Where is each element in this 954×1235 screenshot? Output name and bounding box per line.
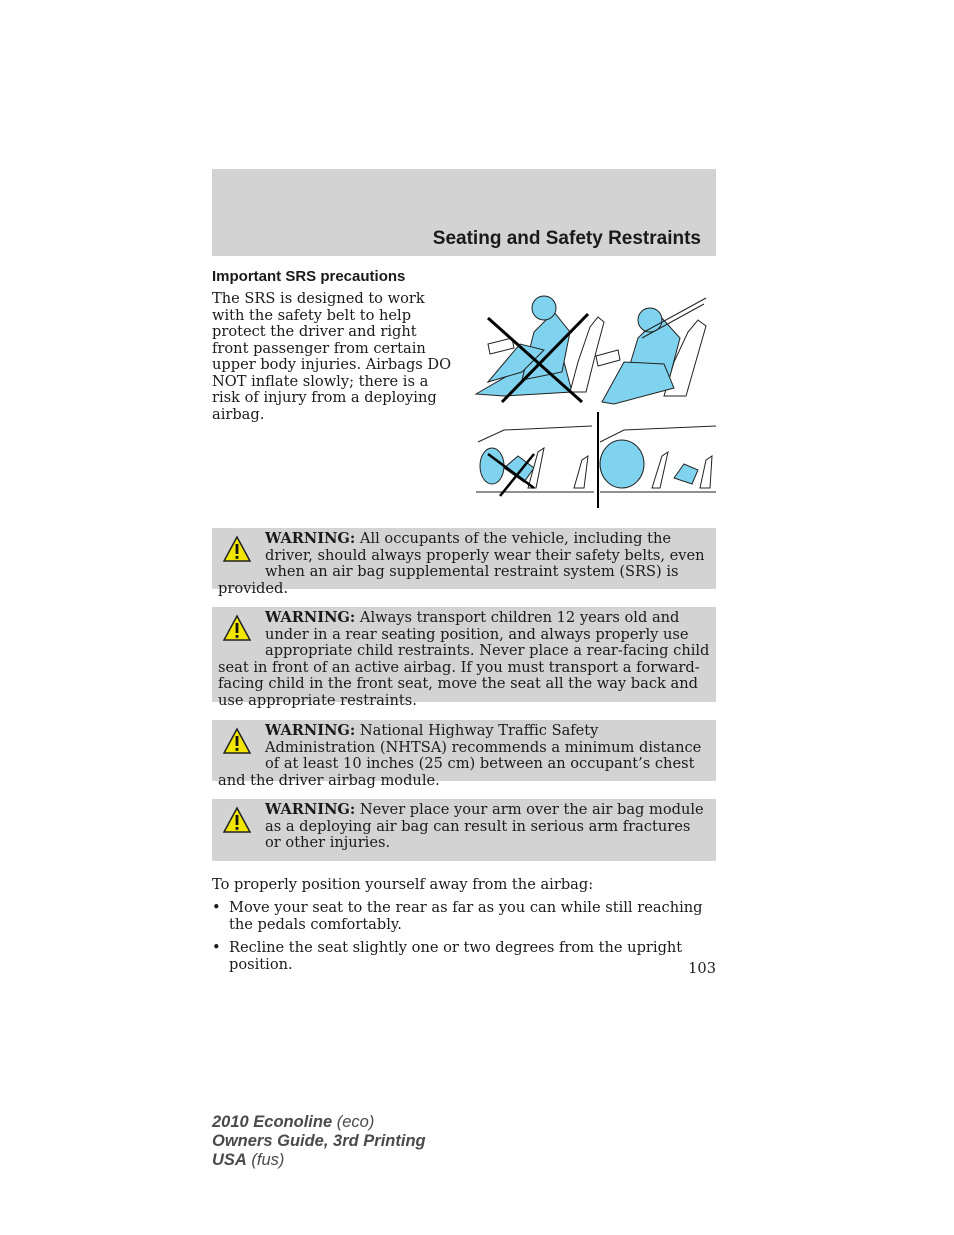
list-item-text: Move your seat to the rear as far as you can while still reaching the pedals comfortably. (229, 899, 703, 933)
bullet-glyph: • (212, 939, 221, 956)
warning-label: WARNING: (265, 801, 356, 818)
warning-triangle-icon (222, 727, 252, 755)
warning-label: WARNING: (265, 609, 356, 626)
warning-box-4 (212, 799, 716, 861)
warning-text: National Highway Traffic Safety Administration (NHTSA) recommends a minimum distance of at least 10 inches (25 cm) between an occupant’s chest and the driver airbag module. (218, 722, 702, 789)
warning-label: WARNING: (265, 722, 356, 739)
footer-line-3: USA (fus) (212, 1151, 285, 1169)
list-item (212, 899, 716, 933)
warning-text: All occupants of the vehicle, including the driver, should always properly wear their safety belts, even when an air bag supplemental restraint system (SRS) is provided. (218, 530, 705, 597)
subheading: Important SRS precautions (212, 268, 406, 285)
occupant-too-close-figure (476, 296, 604, 402)
rear-facing-seat-figure (476, 426, 594, 496)
warning-text: Never place your arm over the air bag module as a deploying air bag can result in serious arm fractures or other injuries. (265, 801, 704, 851)
rear-seat-child-figure (600, 426, 716, 492)
bullet-glyph: • (212, 899, 221, 916)
intro-paragraph: The SRS is designed to work with the safety belt to help protect the driver and right front passenger from certain upper body injuries. Airbags DO NOT inflate slowly; there is a risk of injury from a deploying airbag. (212, 290, 452, 423)
section-title: Seating and Safety Restraints (432, 228, 701, 249)
list-item-text: Recline the seat slightly one or two degrees from the upright position. (229, 939, 683, 973)
warning-box-3 (212, 720, 716, 789)
srs-illustration (474, 292, 718, 510)
page-number: 103 (688, 960, 716, 977)
warning-box-2 (212, 607, 716, 709)
position-bullet-list (212, 899, 716, 979)
warning-triangle-icon (222, 614, 252, 642)
warning-box-1 (212, 528, 716, 597)
footer (212, 1113, 426, 1170)
warning-triangle-icon (222, 806, 252, 834)
occupant-correct-figure (596, 298, 706, 404)
footer-line-2: Owners Guide, 3rd Printing (212, 1132, 426, 1150)
section-header-band (212, 169, 716, 256)
footer-line-1: 2010 Econoline (eco) (212, 1113, 375, 1131)
warning-triangle-icon (222, 535, 252, 563)
list-item (212, 939, 716, 973)
position-intro: To properly position yourself away from the airbag: (212, 876, 594, 893)
warning-label: WARNING: (265, 530, 356, 547)
warning-text: Always transport children 12 years old and under in a rear seating position, and always properly use appropriate child restraints. Never place a rear-facing child seat in front of an active airbag. If you must transport a forward-facing child in the front seat, move the seat all the way back and use appropriate restraints. (218, 609, 710, 709)
